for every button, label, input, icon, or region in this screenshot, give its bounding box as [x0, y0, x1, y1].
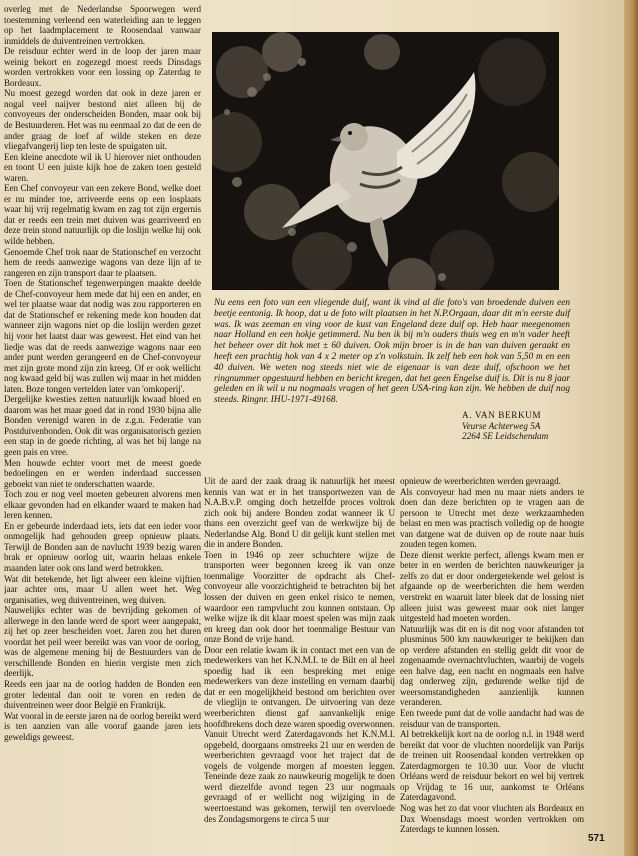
paragraph: De reisduur echter werd in de loop der jaren maar weinig bekort en zogezegd moest reeds Dinsdags worden vertrokken voor een lossing op Zaterdag te Bordeaux. [4, 46, 201, 88]
paragraph: Als convoyeur had men nu maar niets anders te doen dan deze berichten op te vragen aan de persoon te Utrecht met deze werkzaamheden belast en men was practisch volledig op de hoogte van datgene wat de duiven op de route naar huis zouden tegen komen. [400, 486, 584, 550]
signature-block [462, 410, 592, 442]
article-column-2 [204, 476, 395, 852]
paragraph: Al betrekkelijk kort na de oorlog n.l. in 1948 werd bereikt dat voor de vluchten noordelijk van Parijs de treinen uit Roosendaal konden vertrekken op Zaterdagmorgen te 10.30 uur. Voor de vlucht Orléans werd de reisduur bekort en wel bij vertrek op Vrijdag te 16 uur, aankomst te Orléans Zaterdagavond. [400, 729, 584, 803]
paragraph: opnieuw de weerberichten werden gevraagd. [400, 476, 561, 486]
article-column-1 [4, 4, 201, 850]
paragraph: Men houwde echter voort met de meest goede bedoelingen en er werden inderdaad successen geboekt van niet te onderschatten waarde. [4, 457, 201, 489]
paragraph: Een Chef convoyeur van een zekere Bond, welke doet er nu minder toe, arriveerde eens op een losplaats waar hij vrij regelmatig kwam en zag tot zijn ergernis dat er reeds een trein met duiven was gearriveerd en deze trein stond natuurlijk op die loslijn welke hij ook wilde hebben. [4, 183, 201, 247]
author-city: 2264 SE Leidschendam [462, 431, 549, 442]
paragraph: En er gebeurde inderdaad iets, iets dat een ieder voor onmogelijk had gehouden greep opnieuw plaats. Terwijl de Bonden aan de navlucht 1939 bezig waren brak er opnieuw oorlog uit, waarin helaas enkele maanden later ook ons land werd betrokken. [4, 520, 201, 573]
paragraph: Uit de aard der zaak draag ik natuurlijk het meest kennis van wat er in het transportwezen van de N.A.B.v.P. omging doch hetzelfde proces voltrok zich ook bij andere Bonden zodat wanneer ik U thans een overzicht geef van de werkwijze bij de Nederlandse Alg. Bond U dit gelijk kunt stellen met die in andere Bonden. [204, 476, 395, 550]
flying-pigeon-photo-icon [212, 32, 559, 290]
paragraph: Toch zou er nog veel moeten gebeuren alvorens men elkaar gevonden had en elkander waard te maken had leren kennen. [4, 489, 201, 521]
paragraph: Reeds een jaar na de oorlog hadden de Bonden een groter ledental dan ooit te voren en reden de duiventreinen weer door België en Frankrijk. [4, 679, 201, 711]
paragraph: Door een relatie kwam ik in contact met een van de medewerkers van het K.N.M.I. te de Bilt en al heel spoedig had ik een bespreking met enige medewerkers van deze instelling en vernam daarbij dat er een mogelijkheid bestond om berichten over de vlieglijn te ontvangen. De uitvoering van deze weerberichten dienst gaf aanvankelijk enige hoofdbrekens doch deze waren spoedig overwonnen. [204, 644, 395, 729]
paragraph: Nog was het zo dat voor vluchten als Bordeaux en Dax Woensdags moest worden vertrokken om Zaterdags te kunnen lossen. [400, 802, 584, 835]
paragraph: Nauwelijks echter was de bevrijding gekomen of allerwege in den lande werd de sport weer aangepakt, zij het op zeer bescheiden voet. Jaren zou het duren voordat het peil weer bereikt was van voor de oorlog, was de algemene mening bij de Bestuurders van de verschillende Bonden en hierin vergiste men zich deerlijk. [4, 605, 201, 679]
paragraph: Deze dienst werkte perfect, allengs kwam men er beter in en werden de berichten nauwkeuriger ja zelfs zo dat er door ondergetekende wel gelost is afgaande op de weerberichten die hem werden verstrekt en waaruit later bleek dat de lossing niet alleen juist was geweest maar ook niet langer uitgesteld had moeten worden. [400, 549, 584, 624]
photo-caption [214, 298, 570, 406]
paragraph: overleg met de Nederlandse Spoorwegen werd toestemming verleend een waterleiding aan te leggen op het laadmplacement te Roosendaal vanwaar inmiddels de duiventreinen vertrokken. [4, 4, 201, 46]
paragraph: Een kleine anecdote wil ik U hierover niet onthouden en toont U een juiste kijk hoe de zaken toen gesteld waren. [4, 151, 201, 183]
paragraph: Vanuit Utrecht werd Zaterdagavonds het K.N.M.I. opgebeld, doorgaans omstreeks 21 uur en werden de weerberichten gevraagd voor het traject dat de vogels de volgende morgen af moesten leggen. Teneinde deze zaak zo nauwkeurig mogelijk te doen werd diezelfde avond tegen 23 uur nogmaals gevraagd of er wellicht nog wijziging in de weertoestand was gekomen, terwijl ten overvloede des Zondagsmorgens te circa 5 uur [204, 729, 395, 824]
paragraph: Een tweede punt dat de volle aandacht had was de reisduur van de transporten. [400, 708, 584, 729]
paragraph: Nu moest gezegd worden dat ook in deze jaren er nogal veel naijver bestond niet alleen bij de convoyeurs der onderscheiden Bonden, maar ook bij de Bestuurderen. Het was nu eenmaal zo dat de een de ander graag de loef af wilde steken en deze vliegafvangerij liep ten leste de spuigaten uit. [4, 88, 201, 152]
page-edge [624, 0, 638, 856]
author-name: A. VAN BERKUM [462, 410, 542, 420]
paragraph: Wat dit betekende, het ligt alweer een kleine vijftien jaar achter ons, maar U allen weet het. Weg organisaties, weg duiventreinen, weg duiven. [4, 573, 201, 605]
paragraph: Wat vooral in de eerste jaren na de oorlog bereikt werd is ten aanzien van alle vooraf gaande jaren iets geweldigs geweest. [4, 710, 201, 742]
paragraph: Toen de Stationschef tegenwerpingen maakte deelde de Chef-convoyeur hem mede dat hij een en ander, en wel ter plaatse waar dat nodig was zou rapporteren en dat de Stationschef er rekening mede kon houden dat wanneer zijn wagons niet op die loslijn werden gezet hij voor het laatst daar was geweest. Het eind van het liedje was dat de reeds aanwezige wagons naar een ander punt werden gerangeerd en de Chef-convoyeur met zijn grote mond zijn zin kreeg. Of er ook wellicht nog kwaad geld bij was zullen wij maar in het midden laten. Boze tongen vertelden later van 'omkoperij'. [4, 278, 201, 394]
paragraph: Toen in 1946 op zeer schuchtere wijze de transporten weer begonnen kreeg ik van onze toenmalige Voorzitter de opdracht als Chef-convoyeur alle voorzichtigheid te betrachten bij het lossen der duiven en geen enkel risico te nemen, waardoor een rampvlucht zou kunnen ontstaan. Op welke wijze ik dit klaar moest spelen was mijn zaak en kreeg dan ook door het toenmalige Bestuur van onze Bond de vrije hand. [204, 549, 395, 645]
paragraph: Genoemde Chef trok naar de Stationschef en verzocht hem de reeds aanwezige wagons van deze lijn af te rangeren en zijn transport daar te plaatsen. [4, 246, 201, 278]
paragraph: Natuurlijk was dit en is dit nog voor afstanden tot plusminus 500 km nauwkeuriger te bekijken dan op verdere afstanden en stellig geldt dit voor de zogenaamde overnachtvluchten, waarbij de vogels een halve dag, een nacht en nogmaals een halve dag onderweg zijn, gedurende welke tijd de weersomstandigheden aanzienlijk kunnen veranderen. [400, 623, 584, 708]
page-number: 571 [588, 833, 605, 844]
paragraph: Dergelijke kwesties zetten natuurlijk kwaad bloed en daarom was het maar goed dat in rond 1930 bijna alle Bonden verenigd waren in de z.g.n. Federatie van Postduivenbonden. Ook dit was organisatorisch gezien een stap in de goede richting, al was het bij lange na geen pais en vree. [4, 394, 201, 457]
pigeon-photo [212, 32, 559, 290]
author-street: Veurse Achterweg 5A [462, 420, 541, 431]
caption-text: Nu eens een foto van een vliegende duif, want ik vind al die foto's van broedende duiven een beetje eentonig. Ik hoop, dat u de foto wilt plaatsen in het N.P.Orgaan, daar dit m'n eerste duif was. Ik was zeeman en ving voor de kust van Engeland deze duif op. Heb haar meegenomen naar Holland en een hokje getimmerd. Nu ben ik bij m'n ouders thuis weg en m'n vader heeft het beheer over dit hok met ± 60 duiven. Ook mijn broer is in de ban van duiven geraakt en heeft een prachtig hok van 4 x 2 meter op z'n volkstuin. Ik zelf heb een hok van 5,50 m en een 40 duiven. We weten nog steeds niet wie de eigenaar is van deze duif, ofschoon we het ringnummer opgestuurd hebben en bericht kregen, dat het geen Engelse duif is. Dit is nu 8 jaar geleden en ik wil u nu nogmaals vragen of het geen USA-ring kan zijn. We hebben de duif nog steeds. Ringnr. IHU-1971-49168. [214, 298, 570, 406]
article-column-3 [400, 476, 584, 852]
